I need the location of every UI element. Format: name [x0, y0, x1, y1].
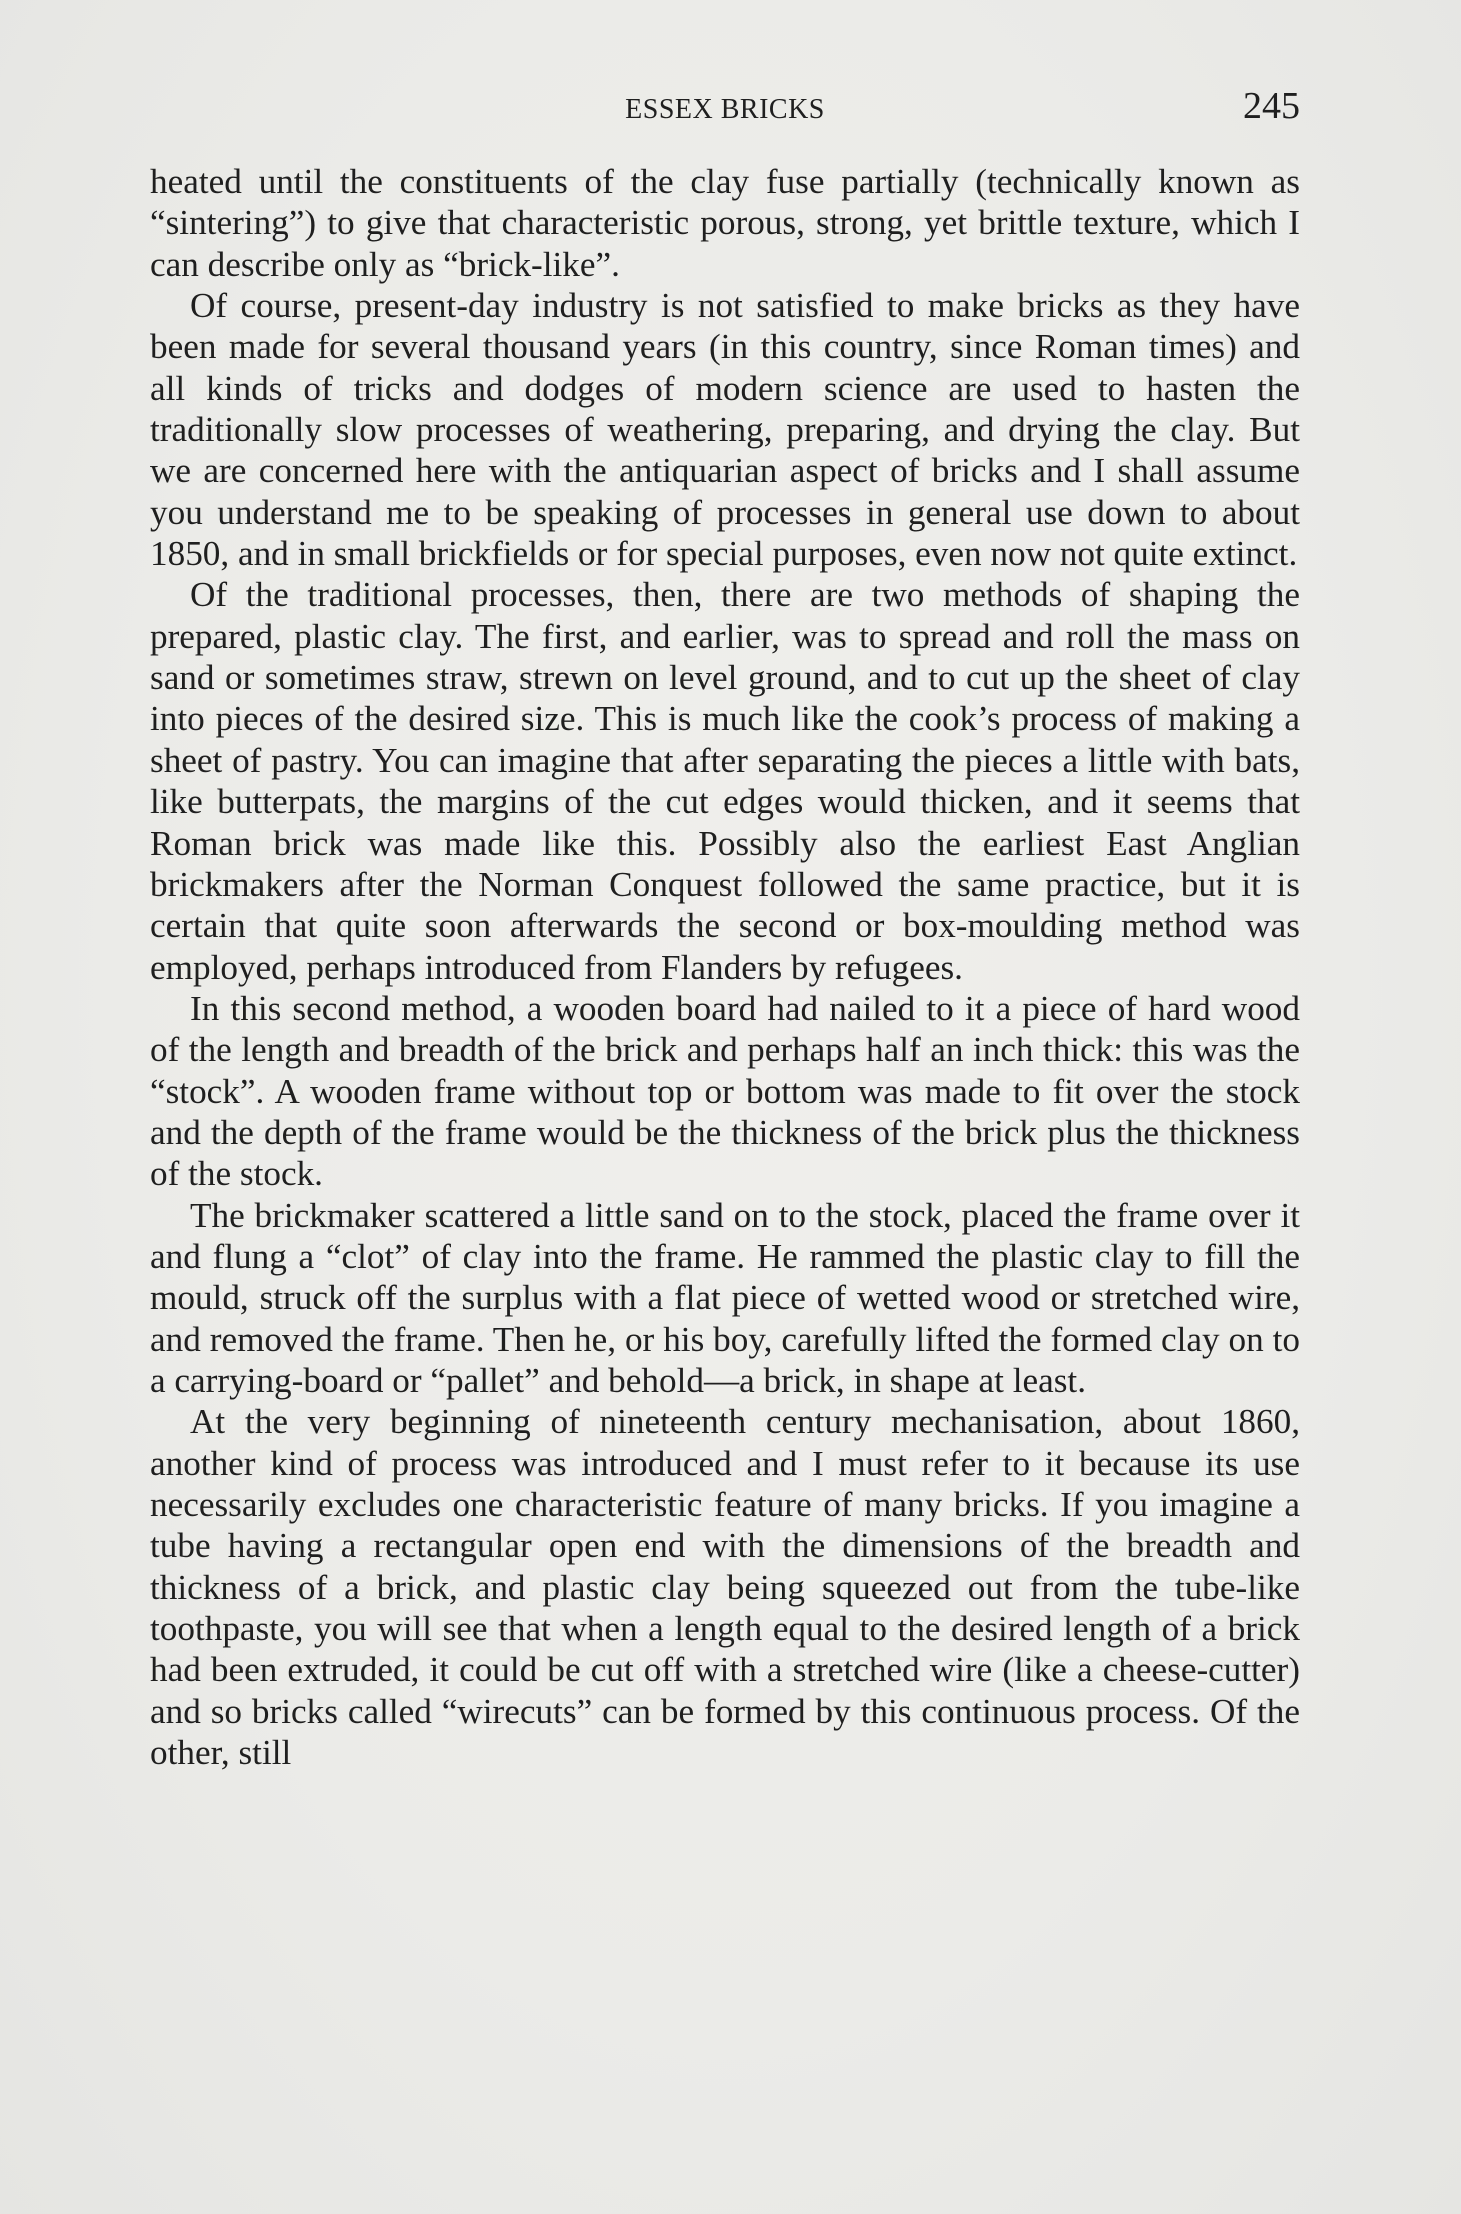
body-text — [150, 161, 1300, 1773]
paragraph-6: At the very beginning of nineteenth century mechanisation, about 1860, another kind of process was introduced and I must refer to it because its use necessarily excludes one characteristic feature of many bricks. If you imagine a tube having a rectangular open end with the dimensions of the breadth and thickness of a brick, and plastic clay being squeezed out from the tube-like toothpaste, you will see that when a length equal to the desired length of a brick had been extruded, it could be cut off with a stretched wire (like a cheese-cutter) and so bricks called “wirecuts” can be formed by this continuous process. Of the other, still — [150, 1402, 1300, 1773]
paragraph-3: Of the traditional processes, then, there are two methods of shaping the prepared, plastic clay. The first, and earlier, was to spread and roll the mass on sand or sometimes straw, strewn on level ground, and to cut up the sheet of clay into pieces of the desired size. This is much like the cook’s process of making a sheet of pastry. You can imagine that after separating the pieces a little with bats, like butterpats, the margins of the cut edges would thicken, and it seems that Roman brick was made like this. Possibly also the earliest East Anglian brickmakers after the Norman Conquest followed the same practice, but it is certain that quite soon afterwards the second or box-moulding method was employed, perhaps introduced from Flanders by refugees. — [150, 575, 1300, 987]
paragraph-4: In this second method, a wooden board had nailed to it a piece of hard wood of the length and breadth of the brick and perhaps half an inch thick: this was the “stock”. A wooden frame without top or bottom was made to fit over the stock and the depth of the frame would be the thickness of the brick plus the thickness of the stock. — [150, 988, 1300, 1194]
paragraph-1: heated until the constituents of the clay fuse partially (technically known as “sintering”) to give that characteristic porous, strong, yet brittle texture, which I can describe only as “brick-like”. — [150, 162, 1300, 284]
paragraph-2: Of course, present-day industry is not satisfied to make bricks as they have been made for several thousand years (in this country, since Roman times) and all kinds of tricks and dodges of modern science are used to hasten the traditionally slow processes of weathering, preparing, and drying the clay. But we are concerned here with the antiquarian aspect of bricks and I shall assume you understand me to be speaking of processes in general use down to about 1850, and in small brickfields or for special purposes, even now not quite extinct. — [150, 286, 1300, 574]
page-number: 245 — [1243, 85, 1300, 127]
running-title: ESSEX BRICKS — [625, 94, 825, 125]
running-head — [150, 84, 1300, 134]
paragraph-5: The brickmaker scattered a little sand on to the stock, placed the frame over it and flung a “clot” of clay into the frame. He rammed the plastic clay to fill the mould, struck off the surplus with a flat piece of wetted wood or stretched wire, and removed the frame. Then he, or his boy, carefully lifted the formed clay on to a carrying-board or “pallet” and behold—a brick, in shape at least. — [150, 1195, 1300, 1400]
